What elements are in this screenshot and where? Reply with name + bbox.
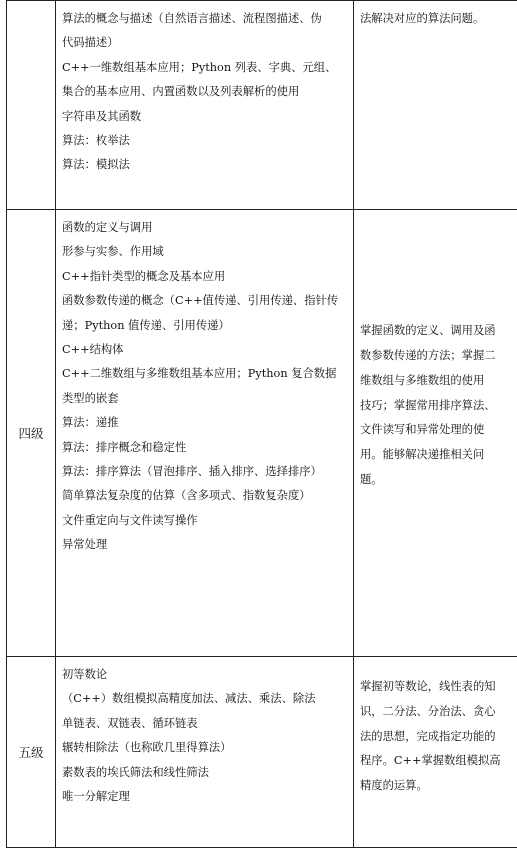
content-line: C++一维数组基本应用；Python 列表、字典、元组、 [62, 56, 348, 80]
content-line: 辗转相除法（也称欧几里得算法） [62, 736, 348, 760]
goal-cell [354, 657, 517, 848]
goal-line: 题。 [360, 468, 517, 493]
goal-line: 掌握初等数论，线性表的知 [360, 675, 517, 700]
content-cell [56, 210, 354, 657]
goal-line: 掌握函数的定义、调用及函 [360, 319, 517, 344]
content-line: 文件重定向与文件读写操作 [62, 509, 348, 533]
content-line: 算法：模拟法 [62, 153, 348, 177]
content-line: 算法：排序概念和稳定性 [62, 436, 348, 460]
content-line: 单链表、双链表、循环链表 [62, 712, 348, 736]
content-cell [56, 1, 354, 210]
content-line: 算法：枚举法 [62, 129, 348, 153]
level-cell: 五级 [7, 657, 56, 848]
content-line: C++结构体 [62, 338, 348, 362]
content-line: （C++）数组模拟高精度加法、减法、乘法、除法 [62, 687, 348, 711]
content-line: C++指针类型的概念及基本应用 [62, 265, 348, 289]
goal-line: 程序。C++掌握数组模拟高 [360, 749, 517, 774]
goal-line: 法解决对应的算法问题。 [360, 7, 517, 32]
content-line: 初等数论 [62, 663, 348, 687]
content-line: 递；Python 值传递、引用传递） [62, 314, 348, 338]
content-line: 算法：排序算法（冒泡排序、插入排序、选择排序） [62, 460, 348, 484]
syllabus-table [6, 0, 517, 848]
content-line: 字符串及其函数 [62, 105, 348, 129]
content-cell [56, 657, 354, 848]
content-line: 异常处理 [62, 533, 348, 557]
level-cell [7, 1, 56, 210]
goal-line: 技巧；掌握常用排序算法、 [360, 394, 517, 419]
level-cell: 四级 [7, 210, 56, 657]
content-line: 代码描述） [62, 31, 348, 55]
goal-line: 文件读写和异常处理的使 [360, 418, 517, 443]
content-line: 函数参数传递的概念（C++值传递、引用传递、指针传 [62, 289, 348, 313]
goal-line: 数参数传递的方法；掌握二 [360, 344, 517, 369]
goal-line: 维数组与多维数组的使用 [360, 369, 517, 394]
content-line: 唯一分解定理 [62, 785, 348, 809]
goal-line: 法的思想，完成指定功能的 [360, 725, 517, 750]
goal-line: 识，二分法、分治法、贪心 [360, 700, 517, 725]
content-line: 简单算法复杂度的估算（含多项式、指数复杂度） [62, 484, 348, 508]
content-line: 算法：递推 [62, 411, 348, 435]
goal-line: 精度的运算。 [360, 774, 517, 799]
table-row [7, 1, 517, 210]
content-line: 算法的概念与描述（自然语言描述、流程图描述、伪 [62, 7, 348, 31]
goal-cell [354, 1, 517, 210]
content-line: 函数的定义与调用 [62, 216, 348, 240]
goal-line: 用。能够解决递推相关问 [360, 443, 517, 468]
content-line: 集合的基本应用、内置函数以及列表解析的使用 [62, 80, 348, 104]
content-line: 类型的嵌套 [62, 387, 348, 411]
content-line: 形参与实参、作用域 [62, 240, 348, 264]
content-line: C++二维数组与多维数组基本应用；Python 复合数据 [62, 362, 348, 386]
syllabus-table-body [7, 1, 517, 848]
goal-cell [354, 210, 517, 657]
table-row [7, 657, 517, 848]
table-row [7, 210, 517, 657]
content-line: 素数表的埃氏筛法和线性筛法 [62, 761, 348, 785]
